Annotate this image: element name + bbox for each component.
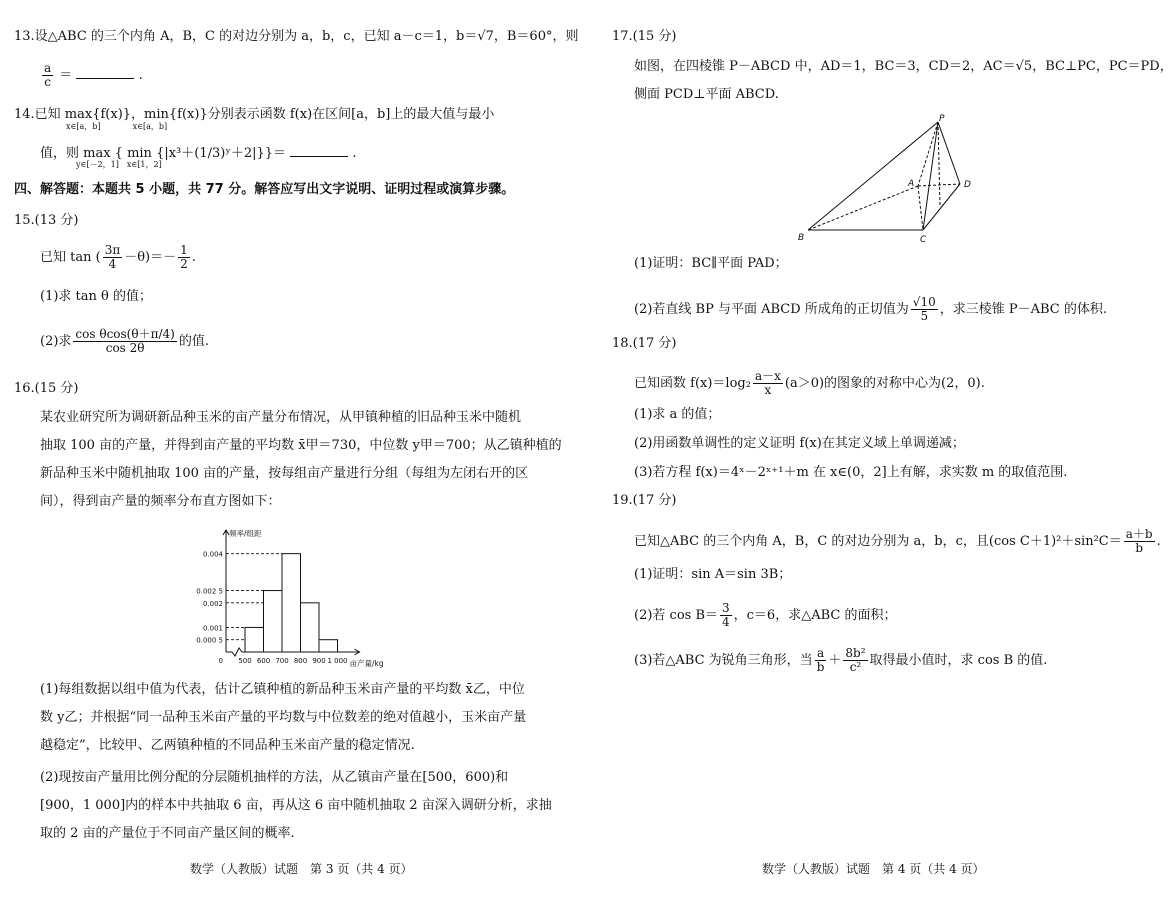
- page-4: [588, 0, 1173, 900]
- q15-given-end: .: [191, 250, 196, 265]
- histogram-bar: [319, 640, 338, 652]
- q15-value-den: 2: [180, 257, 188, 271]
- q19-part3: [634, 647, 1047, 674]
- q19-given-end: .: [1156, 534, 1161, 549]
- q15-part2-fraction: [73, 328, 176, 355]
- q19-given-fraction: [1124, 528, 1155, 555]
- label-a: A: [908, 179, 915, 189]
- x-axis-label: 亩产量/kg: [349, 659, 384, 668]
- height-line: [938, 122, 940, 207]
- q19-part3-f1-den: b: [816, 660, 825, 674]
- origin-label: 0: [218, 657, 223, 665]
- q16-line-0: 某农业研究所为调研新品种玉米的亩产量分布情况，从甲镇种植的旧品种玉米中随机: [40, 410, 522, 425]
- q15-given: 已知 tan ( $\frac{3\pi}{4}$ －θ)＝－ $\frac{1}{2}$ .: [40, 243, 196, 271]
- q18-part2: (2)用函数单调性的定义证明 f(x)在其定义域上单调递减；: [634, 436, 965, 451]
- q15-arg-num: 3π: [104, 243, 121, 257]
- page-3-footer: 数学（人教版）试题 第 3 页（共 4 页）: [190, 862, 413, 876]
- q17-part2-pre: (2)若直线 BP 与平面 ABCD 所成角的正切值为: [634, 302, 909, 317]
- q15-part1: (1)求 tan θ 的值；: [40, 289, 152, 304]
- q16-part2-line-2: 取的 2 亩的产量位于不同亩产量区间的概率.: [40, 826, 295, 841]
- y-tick-label: 0.004: [202, 550, 223, 559]
- q16-header: 16.(15 分): [14, 381, 79, 396]
- q18-given-den: x: [764, 383, 772, 397]
- q18-given-pre: 已知函数 f(x)＝log₂: [634, 376, 751, 391]
- edge-ab: [808, 186, 918, 230]
- q18-header: 18.(17 分): [612, 336, 677, 351]
- q19-part3-fraction-2: [843, 647, 867, 674]
- q16-line-1: 抽取 100 亩的产量，并得到亩产量的平均数 x̄甲＝730，中位数 y甲＝700；从乙镇种植的: [40, 438, 562, 453]
- q13-fraction: [42, 62, 53, 89]
- q16-line-2: 新品种玉米中随机抽取 100 亩的产量，按每组亩产量进行分组（每组为左闭右开的区: [40, 466, 529, 481]
- edge-pd: [938, 122, 960, 184]
- q19-part1: (1)证明：sin A＝sin 3B；: [634, 567, 792, 582]
- q15-part2-end: 的值.: [178, 334, 209, 349]
- q14-line2-sub: y∈[－2，1] x∈[1，2]: [76, 160, 162, 169]
- edge-pb: [808, 122, 938, 230]
- histogram-bar: [282, 554, 301, 652]
- q19-part2-den: 4: [722, 615, 730, 629]
- q18-given: [634, 370, 985, 397]
- q15-given-pre: 已知 tan: [40, 250, 92, 265]
- q19-header: 19.(17 分): [612, 493, 677, 508]
- page-4-footer: 数学（人教版）试题 第 4 页（共 4 页）: [762, 862, 985, 876]
- q14-line1-sub: x∈[a，b] x∈[a，b]: [66, 122, 168, 131]
- x-tick-label: 500: [238, 657, 252, 665]
- q19-part3-end: 取得最小值时，求 cos B 的值.: [869, 653, 1048, 668]
- q14-end: .: [352, 146, 357, 161]
- edge-ac: [918, 186, 923, 230]
- section-4-heading: 四、解答题：本题共 5 小题，共 77 分。解答应写出文字说明、证明过程或演算步骤。: [14, 182, 515, 197]
- q13-frac-num: a: [44, 61, 52, 75]
- q18-given-num: a－x: [754, 369, 781, 383]
- histogram-bar: [245, 627, 264, 652]
- q13-frac-den: c: [44, 75, 51, 89]
- q13-line1: 13.设△ABC 的三个内角 A，B，C 的对边分别为 a，b，c，已知 a－c＝1，b＝√7，B＝60°，则: [14, 29, 579, 44]
- q16-line-3: 间），得到亩产量的频率分布直方图如下：: [40, 494, 281, 509]
- y-tick-label: 0.002: [202, 599, 223, 608]
- q15-part2-num: cos θcos(θ＋π/4): [75, 327, 175, 341]
- q17-line1: 如图，在四棱锥 P－ABCD 中，AD＝1，BC＝3，CD＝2，AC＝√5，BC⊥PC，PC＝PD，: [634, 59, 1173, 74]
- x-tick-label: 1 000: [327, 657, 348, 665]
- q19-given-pre: 已知△ABC 的三个内角 A，B，C 的对边分别为 a，b，c，且(cos C＋1)²＋sin²C＝: [634, 534, 1122, 549]
- q17-part2-end: ，求三棱锥 P－ABC 的体积.: [939, 302, 1107, 317]
- q19-given: [634, 528, 1161, 555]
- q13-line2: [40, 62, 143, 89]
- x-tick-label: 700: [275, 657, 289, 665]
- q19-part2-num: 3: [722, 601, 730, 615]
- q14-line1: 14.已知 max{f(x)}，min{f(x)}分别表示函数 f(x)在区间[a，b]上的最大值与最小: [14, 107, 495, 122]
- q17-part2-num: √10: [912, 295, 936, 309]
- q17-part1: (1)证明：BC∥平面 PAD；: [634, 256, 788, 271]
- q18-given-fraction: [753, 370, 783, 397]
- q18-part3: (3)若方程 f(x)＝4ˣ－2ˣ⁺¹＋m 在 x∈(0，2]上有解，求实数 m 的取值范围.: [634, 465, 1068, 480]
- q19-part2-end: ，c＝6，求△ABC 的面积；: [733, 608, 897, 623]
- q14-answer-blank: [290, 144, 348, 157]
- frequency-histogram: [190, 522, 420, 668]
- q15-part2-pre: (2)求: [40, 334, 72, 349]
- q19-part2-fraction: [720, 602, 732, 629]
- q17-part2-fraction: [911, 296, 938, 323]
- q16-part2-line-1: [900，1 000]内的样本中共抽取 6 亩，再从这 6 亩中随机抽取 2 亩深入调研分析，求抽: [40, 798, 552, 813]
- label-b: B: [798, 233, 805, 243]
- q19-part3-f2-num: 8b²: [845, 646, 866, 660]
- q17-header: 17.(15 分): [612, 29, 677, 44]
- x-tick-label: 800: [293, 657, 308, 665]
- q15-arg-den: 4: [108, 257, 117, 271]
- q15-header: 15.(13 分): [14, 213, 79, 228]
- q15-part2-den: cos 2θ: [105, 341, 145, 355]
- q17-part2: [634, 296, 1107, 323]
- q13-end: .: [138, 68, 143, 83]
- q15-part2: [40, 328, 209, 355]
- q17-part2-den: 5: [920, 309, 929, 323]
- q16-part1-line-0: (1)每组数据以组中值为代表，估计乙镇种植的新品种玉米亩产量的平均数 x̄乙，中位: [40, 682, 525, 697]
- q15-arg-fraction: [103, 244, 123, 271]
- q19-part3-f1-num: a: [815, 647, 827, 661]
- y-tick-label: 0.000 5: [196, 636, 223, 645]
- q15-given-mid: －θ)＝－: [124, 250, 177, 265]
- label-c: C: [920, 235, 927, 245]
- q19-part2: [634, 602, 896, 629]
- q19-part3-plus: ＋: [828, 653, 842, 668]
- q15-value-num: 1: [180, 243, 188, 257]
- q18-given-end: (a＞0)的图象的对称中心为(2，0).: [784, 376, 985, 391]
- pyramid-figure: [788, 112, 988, 246]
- q16-part2-line-0: (2)现按亩产量用比例分配的分层随机抽样的方法，从乙镇亩产量在[500，600)和: [40, 770, 509, 785]
- y-tick-label: 0.002 5: [196, 587, 223, 596]
- q19-part3-fraction-1: [815, 647, 827, 674]
- histogram-bar: [264, 591, 283, 652]
- q19-part3-f2-den: c²: [849, 660, 862, 674]
- q18-part1: (1)求 a 的值；: [634, 407, 721, 422]
- q17-line2: 侧面 PCD⊥平面 ABCD.: [634, 87, 779, 102]
- q19-part2-pre: (2)若 cos B＝: [634, 608, 719, 623]
- q15-value-fraction: [178, 244, 190, 271]
- histogram-bar: [301, 603, 320, 652]
- y-tick-label: 0.001: [202, 624, 223, 633]
- q13-eq: ＝: [59, 68, 73, 83]
- label-p: P: [939, 114, 945, 124]
- q16-part1-line-1: 数 y乙；并根据“同一品种玉米亩产量的平均数与中位数差的绝对值越小，玉米亩产量: [40, 710, 527, 725]
- q19-given-num: a＋b: [1125, 527, 1153, 541]
- q19-part3-pre: (3)若△ABC 为锐角三角形，当: [634, 653, 813, 668]
- x-tick-label: 900: [312, 657, 326, 665]
- q13-answer-blank: [76, 66, 134, 79]
- q14-expression: 值，则 max { min {|x³＋(1/3)ʸ＋2|}}＝: [40, 146, 287, 161]
- q16-part1-line-2: 越稳定”，比较甲、乙两镇种植的不同品种玉米亩产量的稳定情况.: [40, 738, 415, 753]
- x-tick-label: 600: [256, 657, 271, 665]
- y-axis-label: 频率/组距: [229, 529, 262, 538]
- q19-given-den: b: [1135, 541, 1144, 555]
- label-d: D: [964, 180, 971, 190]
- page-3: [0, 0, 579, 900]
- edge-pa: [918, 122, 938, 186]
